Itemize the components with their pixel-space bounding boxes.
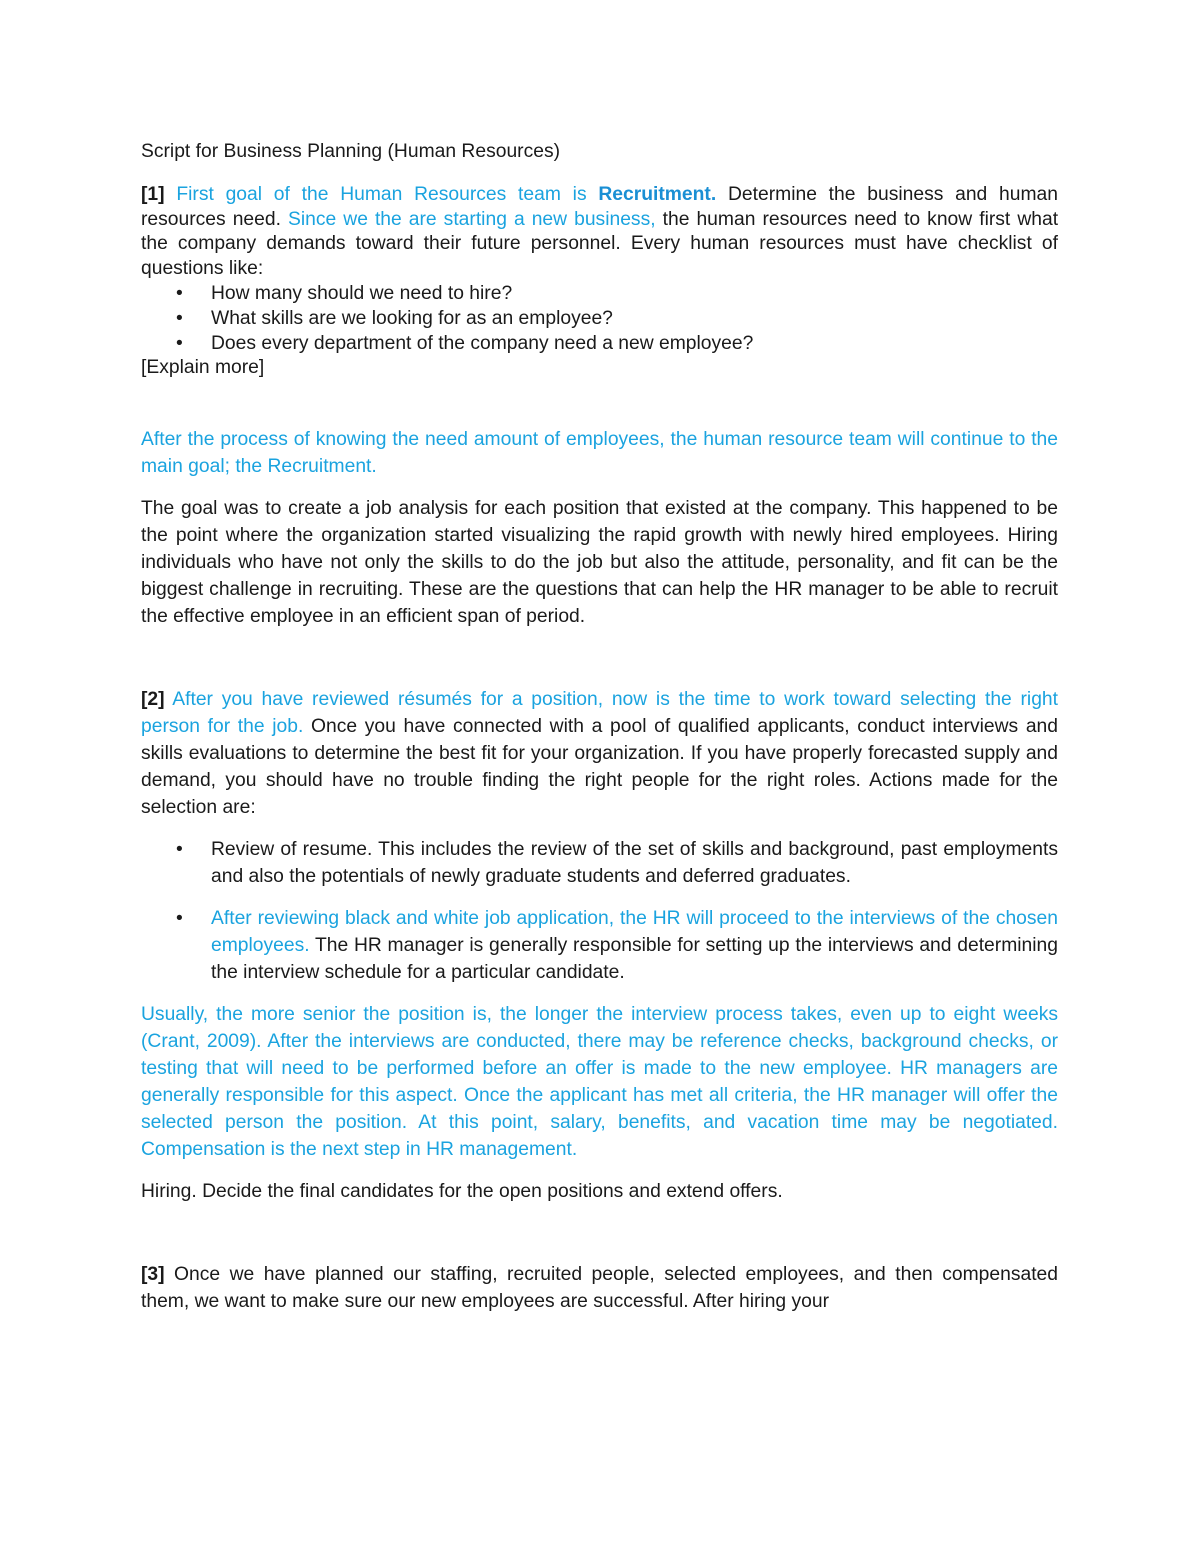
section-1-intro: First goal of the Human Resources team is	[176, 183, 587, 205]
bullet-icon: •	[176, 282, 183, 304]
section-3-paragraph	[141, 1261, 1058, 1315]
section-3-text: Once we have planned our staffing, recruited people, selected employees, and then compensated them, we want to make sure our new employees are successful. After hiring your	[141, 1264, 1058, 1313]
bullet-icon: •	[176, 332, 183, 354]
goal-paragraph: The goal was to create a job analysis for each position that existed at the company. This happened to be the point where the organization started visualizing the rapid growth with newly hired employees. Hiring individuals who have not only the skills to do the job but also the attitude, personality, and fit can be the biggest challenge in recruiting. These are the questions that can help the HR manager to be able to recruit the effective employee in an efficient span of period.	[141, 498, 1058, 628]
section-3-number: [3]	[141, 1264, 165, 1286]
section-1-checklist	[141, 282, 1058, 356]
section-1-keyword: Recruitment.	[598, 183, 717, 205]
list-item: • Does every department of the company need a new employee?	[141, 332, 1058, 357]
bullet-icon: •	[176, 908, 183, 930]
section-1-paragraph	[141, 183, 1058, 282]
after-process-paragraph: After the process of knowing the need amount of employees, the human resource team will continue to the main goal; the Recruitment.	[141, 429, 1058, 478]
selection-actions-list	[141, 836, 1058, 986]
hiring-paragraph: Hiring. Decide the final candidates for the open positions and extend offers.	[141, 1181, 783, 1203]
section-2-number: [2]	[141, 689, 165, 711]
explain-more-note: [Explain more]	[141, 357, 265, 379]
list-item: • What skills are we looking for as an employee?	[141, 307, 1058, 332]
bullet-icon: •	[176, 307, 183, 329]
section-2-paragraph	[141, 686, 1058, 821]
list-item: • Review of resume. This includes the review of the set of skills and background, past employments and also the potentials of newly graduate students and deferred graduates.	[141, 836, 1058, 890]
list-item: • How many should we need to hire?	[141, 282, 1058, 307]
document-title: Script for Business Planning (Human Resources)	[141, 141, 561, 162]
bullet-icon: •	[176, 839, 183, 861]
document-page	[141, 140, 1058, 1315]
section-2-text: Once you have connected with a pool of qualified applicants, conduct interviews and skills evaluations to determine the best fit for your organization. If you have properly forecasted supply and demand, you should have no trouble finding the right people for the right roles. Actions made for the selection are:	[141, 716, 1058, 819]
section-1-text-a: Determine the business and human resources need.	[141, 183, 1058, 230]
section-1-highlight: Since we the are starting a new business,	[288, 208, 656, 230]
section-2-highlight: After you have reviewed résumés for a position, now is the time to work toward selecting the right person for the job.	[141, 689, 1058, 738]
section-1-number: [1]	[141, 183, 165, 205]
usually-paragraph: Usually, the more senior the position is, the longer the interview process takes, even up to eight weeks (Crant, 2009). After the interviews are conducted, there may be reference checks, background checks, or testing that will need to be performed before an offer is made to the new employee. HR managers are generally responsible for this aspect. Once the applicant has met all criteria, the HR manager will offer the selected person the position. At this point, salary, benefits, and vacation time may be negotiated. Compensation is the next step in HR management.	[141, 1004, 1058, 1161]
section-1-text-b: the human resources need to know first what the company demands toward their future personnel. Every human resources must have checklist of questions like:	[141, 208, 1059, 280]
list-item: • After reviewing black and white job application, the HR will proceed to the interviews of the chosen employees. The HR manager is generally responsible for setting up the interviews and determining the interview schedule for a particular candidate.	[141, 905, 1058, 986]
